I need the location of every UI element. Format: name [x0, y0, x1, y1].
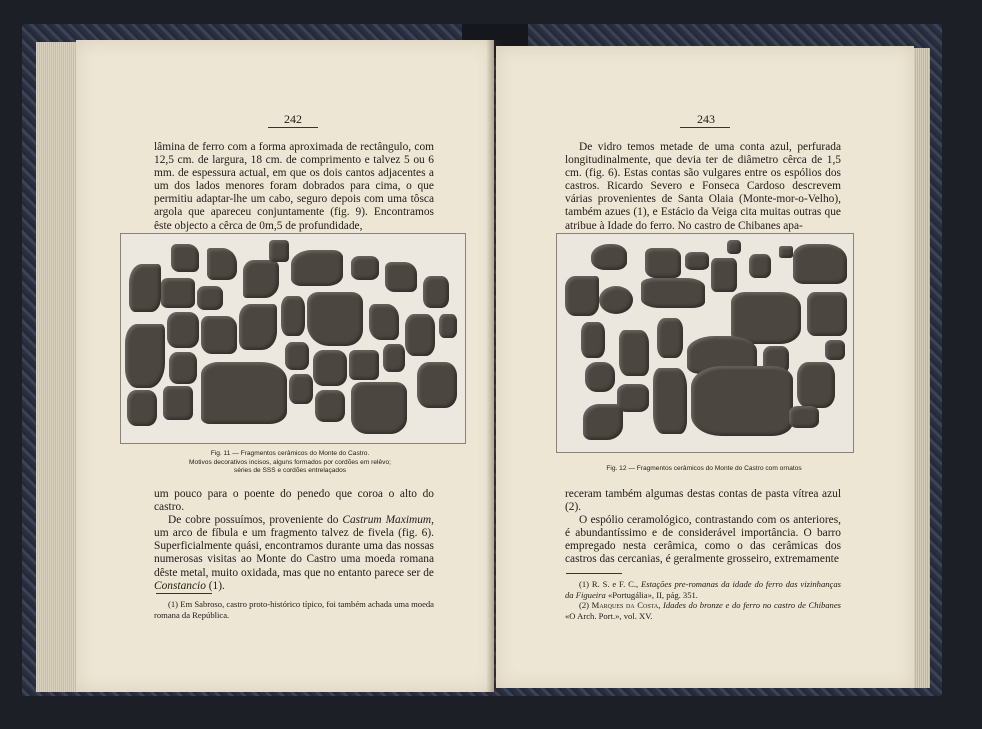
caption-11-line-2: Motivos decorativos incisos, alguns formados por cordões em relêvo;	[189, 458, 391, 466]
figure-11-caption	[140, 450, 440, 476]
page-number-right: 243	[697, 112, 715, 126]
footnote-left-text: (1) Em Sabroso, castro proto-histórico típico, foi também achada uma moeda romana da República.	[154, 599, 434, 620]
left-paragraph-1	[154, 141, 434, 233]
left-para1-text: lâmina de ferro com a forma aproximada de rectângulo, com 12,5 cm. de largura, 18 cm. de comprimento e talvez 5 ou 6 mm. de espessura actual, em que os dois cantos adjacentes a um dos lados menores foram dobrados para cima, o que permitiu adaptar-lhe um cabo, seguro depois com uma tôsca argola que apareceu conjuntamente (fig. 9). Encontramos êste objecto a cêrca de 0m,5 de profundidade,	[154, 141, 434, 232]
footnote-right-2: (2) Marques da Costa, Idades do bronze e do ferro no castro de Chibanes «O Arch. Port.», vol. XV.	[565, 600, 842, 621]
right-para2-text: receram também algumas destas contas de pasta vítrea azul (2).	[565, 488, 841, 514]
left-para3-text: De cobre possuímos, proveniente do Castrum Maximum, um arco de fíbula e um fragmento talvez de fivela (fig. 6). Superficialmente quási, encontramos durante uma das nossas numerosas visitas ao Monte do Castro uma moeda romana dêste metal, muito oxidada, mas que no entanto parece ser de Constancio (1).	[154, 514, 434, 592]
footnote-left	[154, 599, 434, 620]
caption-11-line-3: séries de SSS e cordões entrelaçados	[233, 467, 347, 475]
figure-11-photo	[120, 233, 466, 444]
right-para1-text: De vidro temos metade de uma conta azul, perfurada longitudinalmente, que devia ter de diâmetro cêrca de 1,5 cm. (fig. 6). Estas contas são vulgares entre os espólios dos castros. Ricardo Severo e Fonseca Cardoso descrevem várias provenientes de Santa Olaia (Monte-mor-o-Velho), também azues (1), e Estácio da Veiga cita muitas outras que atribue à Idade do ferro. No castro de Chibanes apa-	[565, 141, 841, 232]
page-number-rule	[268, 127, 318, 128]
page-edges-left	[36, 42, 80, 692]
right-paragraph-2	[565, 488, 841, 567]
right-para3-text: O espólio ceramológico, contrastando com os anteriores, é abundantíssimo e de considerável importância. O barro empregado nesta cerâmica, como o das cerâmicas dos castros das cercanias, é geralmente grosseiro, extremamente	[565, 514, 841, 566]
footnote-right-1: (1) R. S. e F. C., Estações pre-romanas da idade do ferro das vizinhanças da Figueira «Portugália», II, pág. 351.	[565, 579, 841, 600]
footnotes-right	[565, 579, 841, 621]
left-paragraph-2	[154, 488, 434, 593]
footnote-rule-left	[156, 593, 212, 594]
left-para2-text: um pouco para o poente do penedo que coroa o alto do castro.	[154, 488, 434, 514]
page-number-rule	[680, 127, 730, 128]
caption-11-line-1: Fig. 11 — Fragmentos cerâmicos do Monte do Castro.	[210, 450, 370, 457]
figure-12-caption: Fig. 12 — Fragmentos cerâmicos do Monte do Castro com ornatos	[606, 465, 802, 472]
footnote-rule-right	[566, 573, 622, 574]
right-paragraph-1	[565, 141, 841, 233]
page-number-left: 242	[284, 112, 302, 126]
figure-12-photo	[556, 233, 854, 453]
